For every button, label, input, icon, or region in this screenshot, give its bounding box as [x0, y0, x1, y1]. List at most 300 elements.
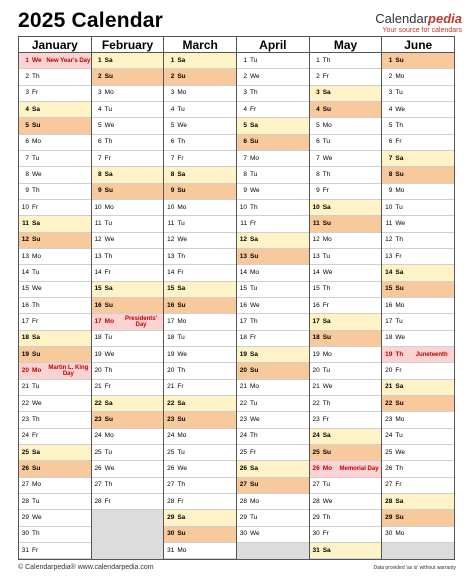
day-number: 15 [385, 285, 393, 293]
weekday-label: Mo [32, 481, 42, 489]
day-cell [19, 249, 91, 265]
day-number: 7 [316, 154, 320, 162]
day-cell [382, 298, 454, 314]
weekday-label: Fr [250, 334, 257, 342]
day-number: 15 [239, 285, 248, 293]
weekday-label: Tu [104, 105, 113, 113]
day-cell [237, 380, 309, 396]
day-cell [237, 216, 309, 232]
day-cell [310, 445, 382, 461]
day-number: 9 [170, 187, 175, 195]
weekday-label: Mo [32, 366, 42, 374]
day-number: 18 [385, 334, 393, 342]
weekday-label: Th [104, 481, 113, 489]
day-number: 15 [312, 285, 320, 293]
day-number: 23 [239, 415, 248, 423]
weekday-label: Su [177, 73, 186, 80]
weekday-label: We [322, 497, 333, 505]
day-number: 25 [385, 448, 393, 456]
weekday-label: Su [250, 366, 259, 374]
day-cell [164, 494, 236, 510]
day-cell [382, 282, 454, 298]
weekday-label: Th [177, 481, 185, 489]
day-number: 30 [312, 530, 320, 538]
weekday-label: Mo [250, 268, 260, 276]
holiday-cell [310, 461, 382, 477]
weekday-label: Fr [250, 448, 257, 456]
weekday-label: Sa [104, 56, 113, 64]
day-cell [237, 347, 309, 363]
day-cell [92, 167, 164, 183]
day-cell [19, 494, 91, 510]
day-cell [382, 429, 454, 445]
weekday-label: We [322, 268, 333, 276]
weekday-label: Sa [250, 121, 258, 129]
day-cell [164, 461, 236, 477]
day-cell [382, 102, 454, 118]
day-cell [92, 298, 164, 314]
weekday-label: We [177, 236, 187, 244]
day-number: 6 [388, 138, 393, 146]
day-cell [164, 118, 236, 134]
day-number: 15 [167, 285, 175, 293]
day-number: 29 [239, 513, 248, 521]
day-cell [164, 445, 236, 461]
weekday-label: Th [395, 464, 403, 472]
month-column-april [236, 37, 309, 559]
weekday-label: We [104, 236, 115, 244]
day-cell [382, 53, 454, 69]
weekday-label: We [32, 513, 42, 521]
day-number: 31 [312, 546, 320, 554]
day-number: 16 [239, 301, 248, 309]
weekday-label: We [177, 350, 187, 358]
day-number: 31 [167, 546, 175, 554]
day-number: 17 [239, 317, 248, 325]
day-number: 8 [98, 170, 102, 178]
day-cell [237, 118, 309, 134]
weekday-label: Sa [250, 236, 258, 244]
day-cell [310, 265, 382, 281]
day-cell [237, 53, 309, 69]
day-number: 11 [312, 219, 320, 227]
day-cell [164, 380, 236, 396]
weekday-label: Mo [104, 317, 115, 325]
day-number: 28 [312, 497, 320, 505]
day-number: 21 [21, 383, 29, 391]
day-number: 18 [94, 334, 102, 342]
weekday-label: Th [395, 121, 403, 129]
day-number: 24 [312, 432, 320, 440]
weekday-label: Th [32, 187, 40, 195]
day-cell [19, 167, 91, 183]
day-cell [382, 412, 454, 428]
calendarpedia-logo[interactable] [342, 12, 462, 38]
weekday-label: Sa [177, 170, 186, 178]
day-number: 26 [21, 464, 29, 472]
day-cell [19, 380, 91, 396]
day-number: 19 [385, 350, 393, 358]
day-number: 14 [94, 268, 102, 276]
weekday-label: Su [322, 334, 331, 342]
weekday-label: Sa [32, 105, 40, 113]
day-number: 4 [388, 105, 393, 113]
month-column-january [19, 37, 91, 559]
weekday-label: Su [250, 252, 259, 260]
month-column-march [163, 37, 236, 559]
month-header: June [382, 37, 454, 53]
day-number: 16 [167, 301, 175, 309]
day-number: 13 [385, 252, 393, 260]
weekday-label: Th [250, 317, 258, 325]
weekday-label: Tu [250, 513, 258, 521]
weekday-label: Mo [250, 497, 260, 505]
day-number: 11 [22, 219, 29, 227]
day-number: 14 [239, 268, 248, 276]
day-number: 19 [94, 350, 102, 358]
weekday-label: Su [177, 415, 186, 423]
weekday-label: Th [177, 366, 185, 374]
weekday-label: Su [32, 464, 41, 472]
day-cell [92, 233, 164, 249]
day-cell [164, 184, 236, 200]
weekday-label: Th [322, 170, 331, 178]
day-number: 10 [385, 203, 393, 211]
day-number: 1 [243, 56, 248, 64]
day-cell [310, 494, 382, 510]
day-cell [92, 86, 164, 102]
day-number: 6 [170, 138, 175, 146]
day-number: 14 [312, 268, 320, 276]
day-cell [310, 510, 382, 526]
day-cell [19, 298, 91, 314]
month-header: May [310, 37, 382, 53]
weekday-label: We [32, 285, 42, 293]
day-number: 20 [312, 366, 320, 374]
day-number: 27 [21, 481, 29, 489]
holiday-cell [19, 53, 91, 69]
day-number: 24 [239, 432, 248, 440]
day-cell [92, 412, 164, 428]
weekday-label: Fr [104, 497, 111, 505]
day-number: 18 [239, 334, 248, 342]
weekday-label: Fr [104, 383, 111, 391]
weekday-label: Tu [32, 497, 40, 505]
day-number: 10 [94, 203, 102, 211]
weekday-label: We [104, 350, 115, 358]
weekday-label: Su [250, 138, 259, 146]
day-cell [382, 445, 454, 461]
month-column-june [381, 37, 454, 559]
weekday-label: Fr [322, 187, 329, 195]
day-cell [92, 265, 164, 281]
day-number: 15 [21, 285, 29, 293]
day-number: 22 [167, 399, 175, 407]
day-number: 25 [239, 448, 248, 456]
day-cell [382, 233, 454, 249]
day-number: 14 [21, 268, 29, 276]
day-cell [382, 478, 454, 494]
day-number: 27 [239, 481, 248, 489]
weekday-label: Su [104, 187, 113, 195]
day-number: 20 [385, 366, 393, 374]
day-number: 6 [316, 138, 320, 146]
day-cell [310, 86, 382, 102]
month-header: March [164, 37, 236, 53]
day-number: 12 [312, 236, 320, 244]
day-cell [237, 412, 309, 428]
day-number: 8 [388, 170, 393, 178]
day-cell [92, 184, 164, 200]
month-column-february [91, 37, 164, 559]
day-cell [310, 151, 382, 167]
day-number: 31 [21, 546, 29, 554]
weekday-label: Sa [32, 448, 40, 456]
day-number: 2 [98, 73, 102, 80]
day-number: 26 [94, 464, 102, 472]
empty-day-cell [237, 543, 309, 559]
weekday-label: Fr [32, 432, 39, 440]
day-cell [237, 429, 309, 445]
day-cell [382, 331, 454, 347]
day-number: 14 [385, 268, 393, 276]
day-number: 7 [25, 154, 29, 162]
weekday-label: Th [322, 56, 331, 64]
day-number: 18 [167, 334, 175, 342]
weekday-label: Sa [322, 317, 331, 325]
day-cell [382, 216, 454, 232]
day-number: 4 [98, 105, 102, 113]
day-cell [92, 249, 164, 265]
weekday-label: We [250, 530, 260, 538]
day-cell [19, 331, 91, 347]
day-number: 3 [98, 89, 102, 97]
day-cell [237, 86, 309, 102]
weekday-label: Mo [322, 350, 332, 358]
weekday-label: Th [104, 252, 113, 260]
weekday-label: We [104, 121, 115, 129]
day-number: 17 [21, 317, 29, 325]
day-number: 25 [21, 448, 29, 456]
day-number: 23 [385, 415, 393, 423]
weekday-label: Tu [322, 481, 331, 489]
day-cell [19, 86, 91, 102]
day-number: 19 [239, 350, 248, 358]
day-cell [164, 86, 236, 102]
day-cell [237, 445, 309, 461]
weekday-label: We [177, 464, 187, 472]
weekday-label: Mo [250, 154, 260, 162]
day-number: 21 [385, 383, 393, 391]
day-cell [237, 527, 309, 543]
day-number: 17 [312, 317, 320, 325]
day-cell [237, 494, 309, 510]
day-number: 2 [25, 73, 29, 80]
weekday-label: Th [395, 350, 404, 358]
day-cell [382, 118, 454, 134]
day-cell [19, 102, 91, 118]
day-number: 27 [312, 481, 320, 489]
day-cell [164, 265, 236, 281]
day-cell [164, 478, 236, 494]
weekday-label: Sa [250, 464, 258, 472]
weekday-label: Tu [395, 203, 403, 211]
day-cell [92, 478, 164, 494]
day-number: 5 [170, 121, 175, 129]
day-number: 11 [385, 219, 393, 227]
weekday-label: We [395, 105, 405, 113]
day-number: 4 [316, 105, 320, 113]
day-number: 10 [239, 203, 248, 211]
day-number: 21 [312, 383, 320, 391]
day-cell [237, 363, 309, 379]
day-cell [92, 135, 164, 151]
weekday-label: Sa [322, 546, 331, 554]
day-cell [164, 543, 236, 559]
day-number: 26 [239, 464, 248, 472]
day-number: 19 [312, 350, 320, 358]
day-number: 18 [312, 334, 320, 342]
weekday-label: Th [322, 285, 331, 293]
day-number: 24 [94, 432, 102, 440]
day-cell [310, 478, 382, 494]
day-cell [92, 102, 164, 118]
weekday-label: Tu [322, 366, 331, 374]
weekday-label: Sa [104, 170, 113, 178]
weekday-label: Tu [395, 89, 403, 97]
day-number: 27 [167, 481, 175, 489]
day-cell [237, 151, 309, 167]
day-cell [310, 396, 382, 412]
weekday-label: Fr [322, 415, 329, 423]
weekday-label: Tu [177, 334, 185, 342]
weekday-label: Fr [250, 219, 257, 227]
day-cell [382, 151, 454, 167]
weekday-label: Tu [250, 56, 258, 64]
holiday-name: New Year's Day [46, 57, 91, 64]
day-number: 30 [385, 530, 393, 538]
day-number: 13 [94, 252, 102, 260]
weekday-label: Tu [177, 448, 185, 456]
day-number: 16 [21, 301, 29, 309]
day-number: 13 [239, 252, 248, 260]
day-number: 17 [167, 317, 175, 325]
day-cell [164, 396, 236, 412]
day-number: 11 [167, 219, 175, 227]
day-number: 5 [98, 121, 102, 129]
day-number: 6 [98, 138, 102, 146]
weekday-label: Fr [322, 301, 329, 309]
day-number: 30 [167, 530, 175, 538]
day-cell [237, 461, 309, 477]
day-cell [237, 167, 309, 183]
day-number: 9 [243, 187, 248, 195]
day-number: 21 [239, 383, 248, 391]
weekday-label: Tu [32, 154, 40, 162]
weekday-label: Sa [322, 203, 331, 211]
day-number: 5 [25, 121, 29, 129]
day-cell [92, 331, 164, 347]
day-cell [237, 396, 309, 412]
weekday-label: Sa [177, 285, 186, 293]
day-cell [310, 69, 382, 85]
day-cell [382, 527, 454, 543]
day-cell [310, 543, 382, 559]
weekday-label: Fr [32, 546, 39, 554]
day-number: 20 [21, 366, 29, 374]
empty-day-cell [382, 543, 454, 559]
weekday-label: Sa [177, 513, 186, 521]
logo-brand-accent: pedia [428, 11, 462, 26]
weekday-label: Tu [104, 219, 113, 227]
day-number: 9 [25, 187, 29, 195]
weekday-label: Fr [104, 154, 111, 162]
weekday-label: Sa [395, 154, 404, 162]
day-cell [310, 249, 382, 265]
weekday-label: Sa [104, 399, 113, 407]
day-cell [92, 347, 164, 363]
day-cell [164, 347, 236, 363]
weekday-label: Th [104, 138, 113, 146]
day-number: 5 [316, 121, 320, 129]
weekday-label: Th [177, 252, 185, 260]
weekday-label: Tu [104, 448, 113, 456]
day-number: 9 [98, 187, 102, 195]
day-cell [382, 86, 454, 102]
day-number: 30 [21, 530, 29, 538]
day-number: 2 [316, 73, 320, 80]
weekday-label: Th [177, 138, 185, 146]
day-number: 16 [94, 301, 102, 309]
day-cell [382, 396, 454, 412]
day-number: 24 [167, 432, 175, 440]
day-cell [19, 69, 91, 85]
day-number: 12 [94, 236, 102, 244]
weekday-label: Sa [32, 334, 40, 342]
day-cell [164, 53, 236, 69]
day-cell [310, 200, 382, 216]
day-number: 28 [94, 497, 102, 505]
day-cell [310, 298, 382, 314]
weekday-label: We [250, 415, 260, 423]
day-number: 4 [25, 105, 29, 113]
day-cell [164, 429, 236, 445]
weekday-label: Su [395, 285, 404, 293]
weekday-label: We [32, 56, 42, 64]
day-number: 10 [167, 203, 175, 211]
day-cell [164, 363, 236, 379]
weekday-label: Th [322, 399, 331, 407]
day-number: 9 [388, 187, 393, 195]
day-cell [19, 151, 91, 167]
day-number: 1 [98, 56, 102, 64]
day-cell [382, 69, 454, 85]
weekday-label: Su [322, 105, 331, 113]
weekday-label: We [250, 301, 260, 309]
day-cell [237, 298, 309, 314]
weekday-label: Mo [322, 121, 332, 129]
weekday-label: Th [104, 366, 113, 374]
holiday-name: Memorial Day [339, 465, 379, 472]
day-cell [382, 510, 454, 526]
day-cell [310, 118, 382, 134]
weekday-label: Sa [177, 399, 186, 407]
weekday-label: We [395, 219, 405, 227]
weekday-label: Mo [395, 301, 405, 309]
day-cell [92, 429, 164, 445]
day-cell [164, 233, 236, 249]
day-number: 22 [94, 399, 102, 407]
